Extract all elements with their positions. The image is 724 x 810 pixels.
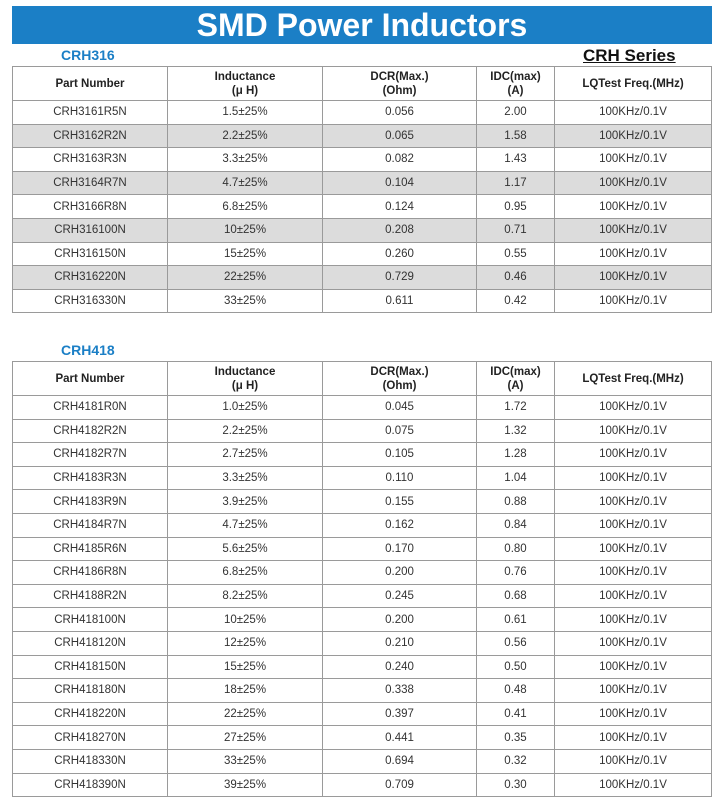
cell-inductance: 1.5±25% [168,101,323,125]
cell-dcr: 0.056 [323,101,477,125]
cell-part-number: CRH3166R8N [13,195,168,219]
cell-idc: 1.17 [477,171,555,195]
cell-test-freq: 100KHz/0.1V [555,148,712,172]
cell-inductance: 1.0±25% [168,396,323,420]
table-row [13,266,712,290]
header-inductance-unit: (μ H) [231,379,259,392]
cell-part-number: CRH316150N [13,242,168,266]
header-idc-unit: (A) [507,84,524,97]
table-header-row [13,362,712,396]
cell-test-freq: 100KHz/0.1V [555,513,712,537]
cell-test-freq: 100KHz/0.1V [555,537,712,561]
cell-inductance: 4.7±25% [168,171,323,195]
cell-inductance: 3.3±25% [168,466,323,490]
cell-test-freq: 100KHz/0.1V [555,266,712,290]
table-row [13,148,712,172]
table-row [13,443,712,467]
cell-part-number: CRH4188R2N [13,584,168,608]
cell-test-freq: 100KHz/0.1V [555,242,712,266]
cell-dcr: 0.709 [323,773,477,797]
cell-dcr: 0.200 [323,608,477,632]
table-row [13,749,712,773]
table-row [13,171,712,195]
cell-test-freq: 100KHz/0.1V [555,749,712,773]
cell-part-number: CRH418220N [13,702,168,726]
cell-inductance: 2.2±25% [168,419,323,443]
table-row [13,195,712,219]
cell-part-number: CRH3163R3N [13,148,168,172]
cell-test-freq: 100KHz/0.1V [555,171,712,195]
table-row [13,124,712,148]
cell-idc: 0.61 [477,608,555,632]
table-row [13,773,712,797]
cell-dcr: 0.245 [323,584,477,608]
cell-idc: 1.04 [477,466,555,490]
cell-part-number: CRH4184R7N [13,513,168,537]
cell-test-freq: 100KHz/0.1V [555,608,712,632]
cell-test-freq: 100KHz/0.1V [555,466,712,490]
cell-inductance: 2.7±25% [168,443,323,467]
table-row [13,396,712,420]
table-row [13,679,712,703]
cell-dcr: 0.338 [323,679,477,703]
cell-dcr: 0.045 [323,396,477,420]
cell-part-number: CRH418270N [13,726,168,750]
cell-inductance: 10±25% [168,608,323,632]
table-row [13,655,712,679]
cell-idc: 0.55 [477,242,555,266]
header-dcr [323,362,477,396]
header-idc-unit: (A) [507,379,524,392]
header-test-freq: LQTest Freq.(MHz) [555,67,712,101]
table-row [13,101,712,125]
cell-part-number: CRH4186R8N [13,561,168,585]
cell-test-freq: 100KHz/0.1V [555,195,712,219]
table-row [13,631,712,655]
cell-dcr: 0.170 [323,537,477,561]
cell-test-freq: 100KHz/0.1V [555,631,712,655]
table-row [13,608,712,632]
table-body-crh418 [13,396,712,797]
cell-idc: 2.00 [477,101,555,125]
header-inductance [168,362,323,396]
cell-idc: 0.56 [477,631,555,655]
cell-idc: 0.68 [477,584,555,608]
cell-dcr: 0.260 [323,242,477,266]
cell-idc: 0.71 [477,218,555,242]
cell-inductance: 39±25% [168,773,323,797]
cell-part-number: CRH418100N [13,608,168,632]
header-idc [477,362,555,396]
cell-test-freq: 100KHz/0.1V [555,443,712,467]
cell-inductance: 8.2±25% [168,584,323,608]
spec-table-crh418 [12,361,712,797]
table-row [13,289,712,313]
header-dcr-unit: (Ohm) [382,379,417,392]
cell-dcr: 0.200 [323,561,477,585]
cell-part-number: CRH418330N [13,749,168,773]
cell-dcr: 0.065 [323,124,477,148]
cell-idc: 0.32 [477,749,555,773]
cell-inductance: 6.8±25% [168,561,323,585]
cell-inductance: 12±25% [168,631,323,655]
header-dcr-unit: (Ohm) [382,84,417,97]
cell-test-freq: 100KHz/0.1V [555,124,712,148]
cell-test-freq: 100KHz/0.1V [555,396,712,420]
cell-inductance: 33±25% [168,289,323,313]
cell-dcr: 0.105 [323,443,477,467]
page-title: SMD Power Inductors [12,6,712,44]
table-row [13,702,712,726]
cell-dcr: 0.082 [323,148,477,172]
cell-part-number: CRH316220N [13,266,168,290]
cell-test-freq: 100KHz/0.1V [555,561,712,585]
cell-inductance: 6.8±25% [168,195,323,219]
cell-idc: 0.46 [477,266,555,290]
cell-part-number: CRH4182R7N [13,443,168,467]
table-row [13,537,712,561]
table-row [13,466,712,490]
cell-dcr: 0.210 [323,631,477,655]
cell-test-freq: 100KHz/0.1V [555,702,712,726]
cell-part-number: CRH4185R6N [13,537,168,561]
cell-dcr: 0.441 [323,726,477,750]
cell-part-number: CRH3161R5N [13,101,168,125]
cell-part-number: CRH3164R7N [13,171,168,195]
table-row [13,726,712,750]
cell-inductance: 22±25% [168,266,323,290]
header-inductance-label: Inductance [214,70,276,83]
cell-test-freq: 100KHz/0.1V [555,773,712,797]
table-row [13,242,712,266]
table-row [13,218,712,242]
series-label: CRH Series [583,46,676,65]
cell-dcr: 0.729 [323,266,477,290]
cell-test-freq: 100KHz/0.1V [555,101,712,125]
cell-idc: 0.88 [477,490,555,514]
cell-idc: 0.41 [477,702,555,726]
cell-part-number: CRH418390N [13,773,168,797]
cell-inductance: 10±25% [168,218,323,242]
header-part-number: Part Number [13,362,168,396]
header-dcr-label: DCR(Max.) [370,365,429,378]
header-inductance-unit: (μ H) [231,84,259,97]
cell-inductance: 22±25% [168,702,323,726]
cell-idc: 0.84 [477,513,555,537]
table-body-crh316 [13,101,712,313]
table-row [13,490,712,514]
header-test-freq: LQTest Freq.(MHz) [555,362,712,396]
cell-part-number: CRH4183R3N [13,466,168,490]
cell-dcr: 0.397 [323,702,477,726]
cell-inductance: 27±25% [168,726,323,750]
cell-dcr: 0.110 [323,466,477,490]
cell-idc: 0.42 [477,289,555,313]
table-row [13,513,712,537]
cell-part-number: CRH316330N [13,289,168,313]
cell-part-number: CRH418180N [13,679,168,703]
cell-dcr: 0.124 [323,195,477,219]
header-part-number: Part Number [13,67,168,101]
cell-idc: 1.72 [477,396,555,420]
cell-idc: 1.32 [477,419,555,443]
cell-idc: 1.58 [477,124,555,148]
cell-test-freq: 100KHz/0.1V [555,655,712,679]
cell-idc: 1.28 [477,443,555,467]
cell-inductance: 2.2±25% [168,124,323,148]
table-header-row [13,67,712,101]
cell-dcr: 0.162 [323,513,477,537]
cell-test-freq: 100KHz/0.1V [555,679,712,703]
cell-part-number: CRH316100N [13,218,168,242]
cell-dcr: 0.611 [323,289,477,313]
cell-test-freq: 100KHz/0.1V [555,218,712,242]
cell-dcr: 0.208 [323,218,477,242]
section-title-crh316: CRH316 [61,47,115,63]
header-idc-label: IDC(max) [490,365,541,378]
cell-idc: 0.48 [477,679,555,703]
cell-part-number: CRH4181R0N [13,396,168,420]
cell-dcr: 0.155 [323,490,477,514]
cell-dcr: 0.075 [323,419,477,443]
header-inductance-label: Inductance [214,365,276,378]
table-row [13,561,712,585]
cell-idc: 0.95 [477,195,555,219]
header-dcr [323,67,477,101]
header-dcr-label: DCR(Max.) [370,70,429,83]
cell-idc: 0.80 [477,537,555,561]
cell-inductance: 3.9±25% [168,490,323,514]
cell-dcr: 0.104 [323,171,477,195]
cell-idc: 0.30 [477,773,555,797]
header-inductance [168,67,323,101]
cell-inductance: 3.3±25% [168,148,323,172]
cell-idc: 1.43 [477,148,555,172]
table-row [13,584,712,608]
cell-part-number: CRH3162R2N [13,124,168,148]
cell-dcr: 0.694 [323,749,477,773]
cell-inductance: 15±25% [168,655,323,679]
cell-dcr: 0.240 [323,655,477,679]
spec-table-crh316 [12,66,712,313]
header-idc-label: IDC(max) [490,70,541,83]
cell-inductance: 18±25% [168,679,323,703]
cell-part-number: CRH4182R2N [13,419,168,443]
cell-test-freq: 100KHz/0.1V [555,419,712,443]
cell-idc: 0.35 [477,726,555,750]
cell-part-number: CRH4183R9N [13,490,168,514]
cell-test-freq: 100KHz/0.1V [555,584,712,608]
section-title-crh418: CRH418 [61,342,115,358]
cell-idc: 0.50 [477,655,555,679]
cell-inductance: 33±25% [168,749,323,773]
cell-inductance: 4.7±25% [168,513,323,537]
cell-part-number: CRH418150N [13,655,168,679]
cell-test-freq: 100KHz/0.1V [555,726,712,750]
cell-inductance: 15±25% [168,242,323,266]
cell-test-freq: 100KHz/0.1V [555,490,712,514]
table-row [13,419,712,443]
cell-test-freq: 100KHz/0.1V [555,289,712,313]
cell-part-number: CRH418120N [13,631,168,655]
header-idc [477,67,555,101]
cell-idc: 0.76 [477,561,555,585]
cell-inductance: 5.6±25% [168,537,323,561]
